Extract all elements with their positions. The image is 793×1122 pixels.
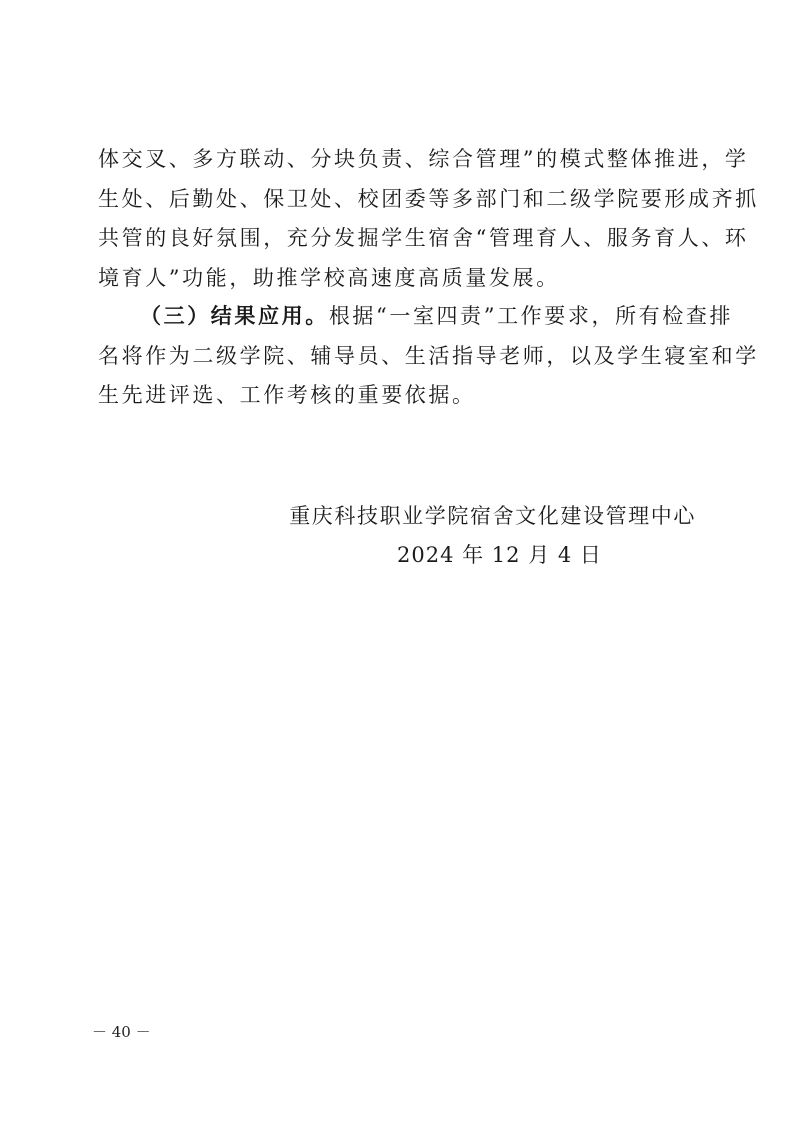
- section-heading: （三）结果应用。: [140, 303, 329, 328]
- signature-date: 2024 年 12 月 4 日: [397, 543, 602, 567]
- section-text: 根据“一室四责”工作要求，所有检查排: [328, 304, 734, 328]
- body-line: 体交叉、多方联动、分块负责、综合管理”的模式整体推进，学: [98, 147, 749, 171]
- body-line: 名将作为二级学院、辅导员、生活指导老师，以及学生寝室和学: [98, 344, 759, 368]
- section-paragraph-first-line: [140, 302, 740, 330]
- signature-organization: 重庆科技职业学院宿舍文化建设管理中心: [289, 504, 696, 528]
- body-line: 境育人”功能，助推学校高速度高质量发展。: [98, 266, 560, 290]
- page-number: － 40 －: [92, 1023, 151, 1041]
- body-line: 共管的良好氛围，充分发掘学生宿舍“管理育人、服务育人、环: [98, 226, 749, 250]
- body-line: 生先进评选、工作考核的重要依据。: [98, 383, 476, 407]
- body-line: 生处、后勤处、保卫处、校团委等多部门和二级学院要形成齐抓: [98, 187, 759, 211]
